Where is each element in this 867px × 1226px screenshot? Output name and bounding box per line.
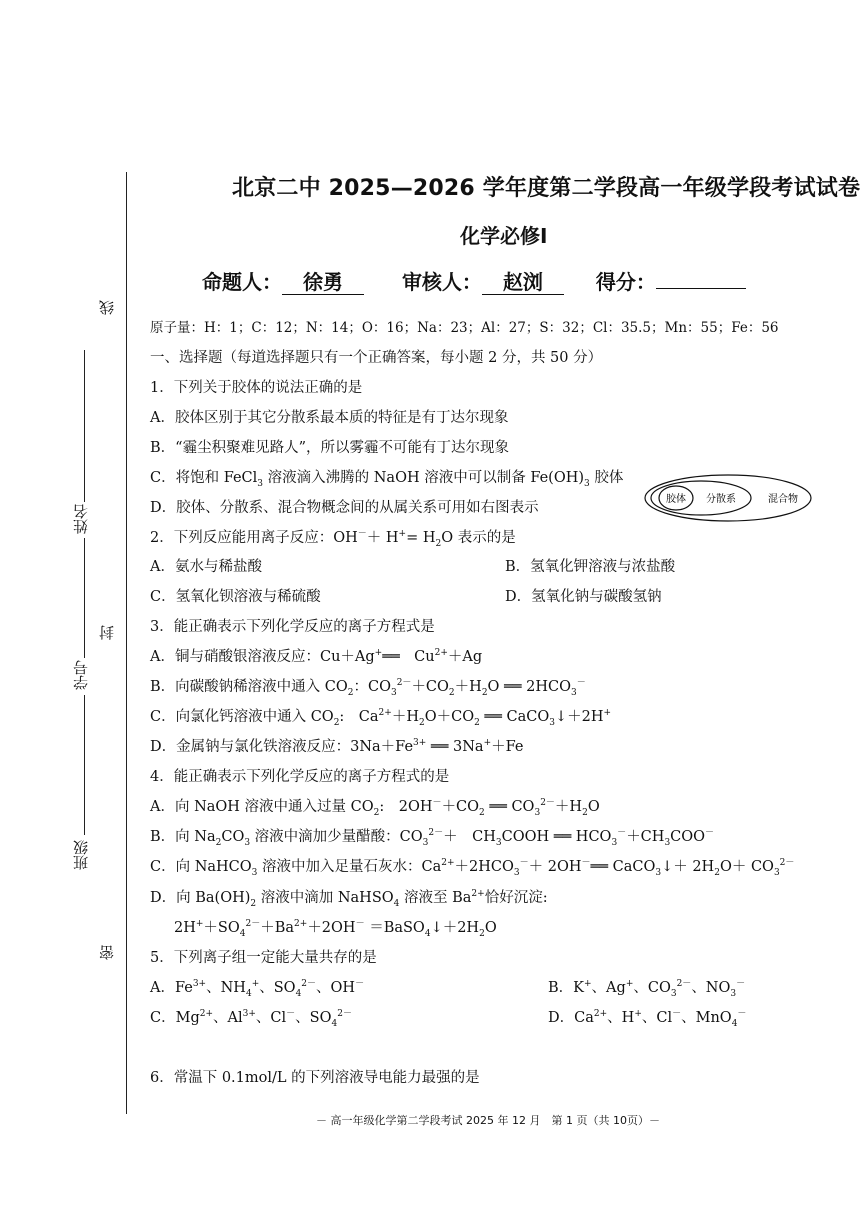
author-label: 命题人： [202, 270, 282, 294]
q2-option-d: D．氢氧化钠与碳酸氢钠 [505, 589, 662, 605]
q5-option-a: A．$Fe^{3+}$、$NH_4^+$、$SO_4^{2-}$、OH－ [150, 979, 365, 999]
q1-stem: 1．下列关于胶体的说法正确的是 [150, 380, 363, 396]
id-label: 学号 [72, 660, 90, 690]
q4-stem: 4．能正确表示下列化学反应的离子方程式的是 [150, 769, 450, 785]
q4-option-b: B．向 $Na_2CO_3$ 溶液中滴加少量醋酸：$CO_3^{2-}+$ $CH_3COOH$ ══ $HCO_3^-+CH_3COO^-$ [150, 828, 715, 848]
reviewer-label: 审核人： [401, 270, 482, 294]
name-label: 姓名 [72, 504, 90, 534]
dispersion-text: 分散系 [706, 494, 736, 505]
q2-option-a: A．氨水与稀盐酸 [150, 559, 262, 575]
page-footer: － 高一年级化学第二学段考试 2025 年 12 月 第 1 页（共 10页）－ [316, 1114, 660, 1127]
reviewer-name: 赵浏 [482, 271, 564, 295]
q4-option-c: C．向 NaHCO$_3$ 溶液中加入足量石灰水：$Ca^{2+}+2HCO_3^-+$ 2OH－══ CaCO$_3$↓＋ $2H_2O+ CO_3^{2-}$ [150, 858, 795, 878]
q1-option-c: C．将饱和 FeCl$_3$ 溶液滴入沸腾的 NaOH 溶液中可以制备 $Fe(OH)_3$ 胶体 [150, 470, 624, 489]
q4-option-a: A．向 NaOH 溶液中通入过量 $CO_2$: $2OH^-+CO_2$ ══ $CO_3^{2-}+H_2O$ [150, 798, 600, 818]
section-heading: 一、选择题（每道选择题只有一个正确答案，每小题 2 分，共 50 分） [150, 350, 603, 366]
q2-stem: 2．下列反应能用离子反应：$OH^-+ H^+= H_2O$ 表示的是 [150, 529, 516, 549]
q5-option-c: C．$Mg^{2+}$、$Al^{3+}$、Cl－、$SO_4^{2-}$ [150, 1009, 352, 1029]
q2-option-c: C．氢氧化钡溶液与稀硫酸 [150, 589, 321, 605]
score-label: 得分： [595, 270, 656, 294]
q6-stem: 6．常温下 0.1mol/L 的下列溶液导电能力最强的是 [150, 1070, 480, 1086]
q4-option-d: D．向 $Ba(OH)_2$ 溶液中滴加 NaHSO$_4$ 溶液至 $Ba^{2+}$恰好沉淀: [150, 889, 548, 909]
q2-option-b: B．氢氧化钾溶液与浓盐酸 [505, 559, 676, 575]
margin-line-mark: 线 [98, 300, 116, 315]
colloid-dispersion-diagram [643, 473, 813, 523]
q3-stem: 3．能正确表示下列化学反应的离子方程式是 [150, 619, 435, 635]
q3-option-b: B．向碳酸钠稀溶液中通入 $CO_2$：$CO_3^{2-}+CO_2+H_2O$ ══ $2HCO_3^-$ [150, 678, 586, 698]
q1-option-b: B．“霾尘积聚难见路人”，所以雾霾不可能有丁达尔现象 [150, 440, 509, 456]
margin-secret-mark: 密 [98, 945, 116, 960]
q1-option-a: A．胶体区别于其它分散系最本质的特征是有丁达尔现象 [150, 410, 509, 426]
q3-option-a: A．铜与硝酸银溶液反应：Cu＋Ag+══ $Cu^{2+}+Ag$ [150, 648, 483, 665]
q3-option-d: D．金属钠与氯化铁溶液反应：$3Na+Fe^{3+}$ ══ 3Na+＋Fe [150, 738, 524, 755]
author-name: 徐勇 [282, 271, 364, 295]
atomic-masses: 原子量：H：1；C：12；N：14；O：16；Na：23；Al：27；S：32；Cl：35.5；Mn：55；Fe：56 [150, 320, 779, 336]
colloid-text: 胶体 [666, 494, 686, 505]
q3-option-c: C．向氯化钙溶液中通入 $CO_2$: $Ca^{2+}+H_2O+CO_2$ ══ CaCO$_3$↓＋2H+ [150, 708, 612, 728]
q4-option-d-equation: $2H^++SO_4^{2-}+Ba^{2+}+2OH^-$ $=BaSO_4↓+2H_2O$ [174, 919, 497, 939]
class-field-line[interactable] [84, 695, 85, 835]
score-field[interactable] [656, 270, 746, 289]
authors-row [202, 266, 746, 295]
q1-option-d: D．胶体、分散系、混合物概念间的从属关系可用如右图表示 [150, 500, 539, 516]
q5-stem: 5．下列离子组一定能大量共存的是 [150, 950, 377, 966]
class-label: 班级 [72, 840, 90, 870]
margin-seal-mark: 封 [98, 625, 116, 640]
mixture-text: 混合物 [768, 494, 798, 505]
id-field-line[interactable] [84, 538, 85, 658]
binding-line [126, 172, 127, 1114]
name-field-line[interactable] [84, 350, 85, 502]
q5-option-d: D．$Ca^{2+}$、H+、Cl－、MnO$_4$－ [548, 1009, 747, 1029]
q5-option-b: B．K+、Ag+、$CO_3^{2-}$、$NO_3^-$ [548, 979, 746, 999]
